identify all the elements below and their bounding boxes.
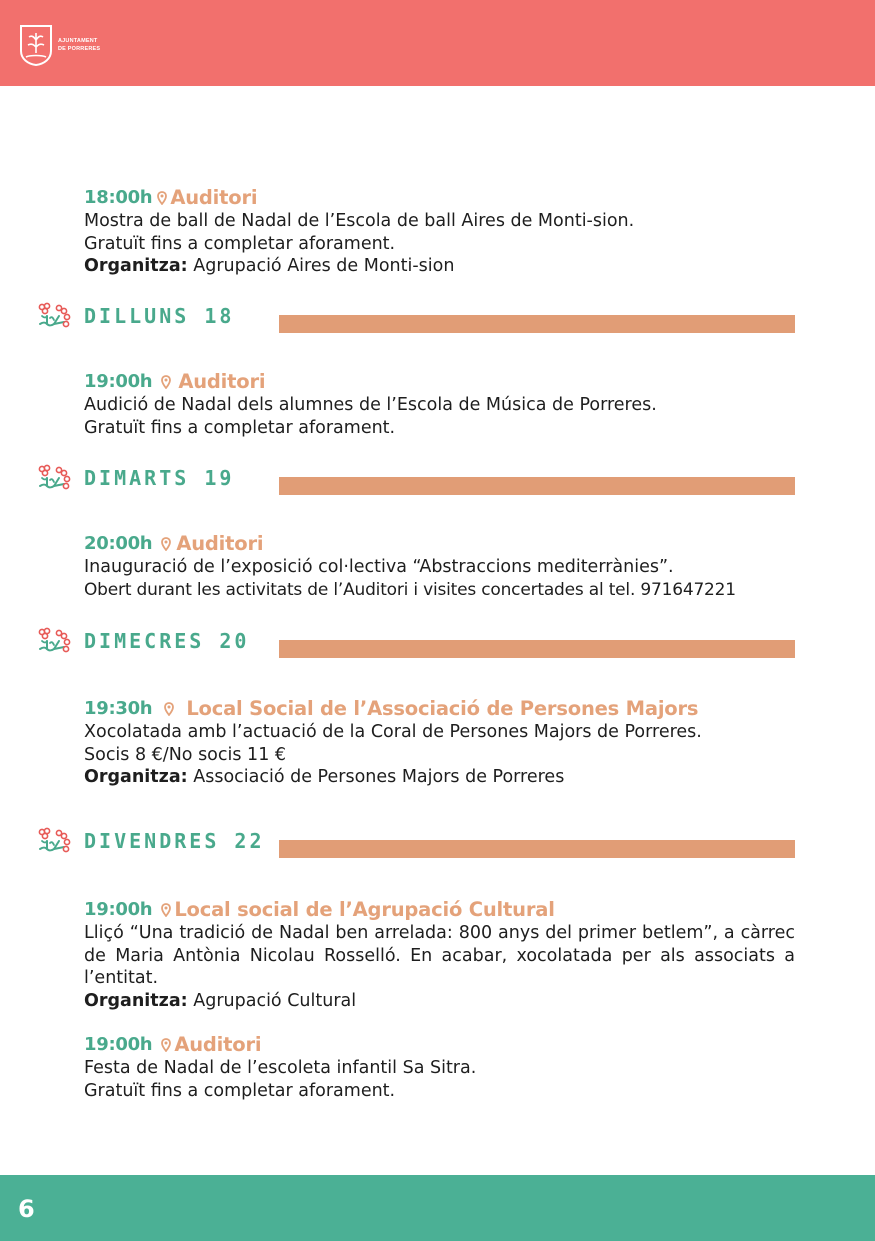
day-heading — [37, 302, 795, 332]
event-description: Lliçó “Una tradició de Nadal ben arrelada: 800 anys del primer betlem”, a càrrec de Maria Antònia Nicolau Rosselló. En acabar, xocolatada per als associats a l’entitat. — [84, 923, 795, 989]
location-pin-icon — [157, 191, 167, 205]
event-item — [84, 697, 795, 789]
event-place: Local Social de l’Associació de Persones Majors — [186, 696, 699, 720]
organizer-label: Organitza: — [84, 990, 188, 1011]
footer-bar — [0, 1175, 875, 1241]
event-place: Local social de l’Agrupació Cultural — [174, 897, 555, 921]
coat-of-arms-icon — [18, 23, 54, 67]
event-description: Inauguració de l’exposició col·lectiva “Abstraccions mediterrànies”. — [84, 557, 674, 577]
event-header — [84, 370, 795, 394]
day-title: DIVENDRES 22 — [84, 829, 265, 853]
day-divider-bar — [279, 840, 795, 858]
event-price: Socis 8 €/No socis 11 € — [84, 744, 287, 765]
event-note: Obert durant les activitats de l’Auditori i visites concertades al tel. 971647221 — [84, 579, 736, 600]
logo-line-1: AJUNTAMENT — [58, 38, 98, 44]
location-pin-icon — [161, 1038, 171, 1052]
event-description: Mostra de ball de Nadal de l’Escola de ball Aires de Monti-sion. — [84, 211, 635, 231]
event-time: 20:00h — [84, 532, 153, 554]
event-description: Xocolatada amb l’actuació de la Coral de Persones Majors de Porreres. — [84, 722, 702, 742]
holly-branch-icon — [37, 464, 71, 492]
event-organizer — [84, 766, 795, 789]
event-place: Auditori — [174, 1032, 262, 1056]
day-title: DIMARTS 19 — [84, 466, 235, 490]
event-description: Audició de Nadal dels alumnes de l’Escola de Música de Porreres. — [84, 395, 657, 415]
day-heading — [37, 627, 795, 657]
event-time: 19:30h — [84, 697, 153, 719]
day-title: DILLUNS 18 — [84, 304, 235, 328]
event-note: Gratuït fins a completar aforament. — [84, 1080, 396, 1101]
location-pin-icon — [161, 375, 171, 389]
holly-branch-icon — [37, 627, 71, 655]
day-divider-bar — [279, 315, 795, 333]
event-place: Auditori — [170, 185, 258, 209]
event-item — [84, 898, 795, 1012]
event-header — [84, 532, 795, 556]
event-item — [84, 532, 795, 601]
event-header — [84, 898, 795, 922]
location-pin-icon — [161, 903, 171, 917]
header-bar — [0, 0, 875, 86]
logo-line-2: DE PORRERES — [58, 46, 101, 52]
organizer-label: Organitza: — [84, 767, 188, 788]
event-header — [84, 1033, 795, 1057]
event-time: 19:00h — [84, 1033, 153, 1055]
event-note: Gratuït fins a completar aforament. — [84, 233, 396, 254]
municipality-logo[interactable] — [18, 23, 100, 67]
event-note: Gratuït fins a completar aforament. — [84, 417, 396, 438]
day-title: DIMECRES 20 — [84, 629, 250, 653]
event-item — [84, 1033, 795, 1102]
event-place: Auditori — [176, 531, 264, 555]
event-time: 18:00h — [84, 186, 153, 208]
day-divider-bar — [279, 477, 795, 495]
day-heading — [37, 464, 795, 494]
holly-branch-icon — [37, 302, 71, 330]
event-description: Festa de Nadal de l’escoleta infantil Sa Sitra. — [84, 1058, 477, 1078]
organizer-value: Agrupació Aires de Monti-sion — [193, 256, 455, 277]
event-place: Auditori — [178, 369, 266, 393]
location-pin-icon — [164, 702, 174, 716]
event-item — [84, 186, 795, 278]
page-number: 6 — [18, 1195, 35, 1223]
day-divider-bar — [279, 640, 795, 658]
event-time: 19:00h — [84, 370, 153, 392]
location-pin-icon — [161, 537, 171, 551]
event-header — [84, 697, 795, 721]
event-organizer — [84, 990, 795, 1013]
event-organizer — [84, 255, 795, 278]
organizer-value: Associació de Persones Majors de Porreres — [193, 767, 565, 788]
holly-branch-icon — [37, 827, 71, 855]
organizer-value: Agrupació Cultural — [193, 990, 357, 1011]
day-heading — [37, 827, 795, 857]
event-time: 19:00h — [84, 898, 153, 920]
event-item — [84, 370, 795, 439]
organizer-label: Organitza: — [84, 256, 188, 277]
event-header — [84, 186, 795, 210]
